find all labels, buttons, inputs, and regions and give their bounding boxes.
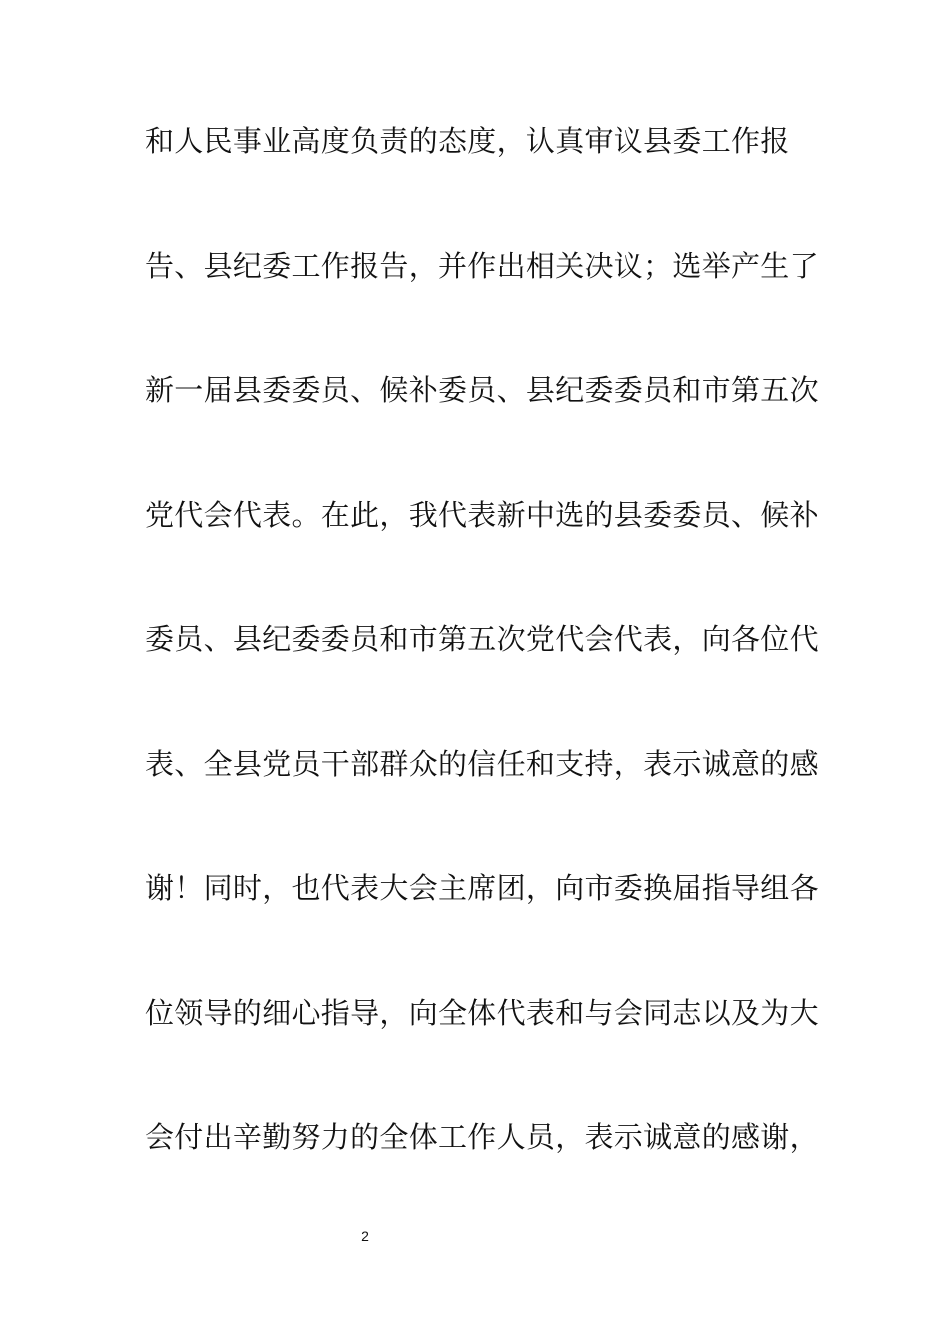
text-line: 和人民事业高度负责的态度，认真审议县委工作报 [145, 124, 790, 158]
text-line: 谢！同时，也代表大会主席团，向市委换届指导组各 [145, 871, 819, 905]
body-text [145, 124, 819, 1247]
text-line: 新一届县委委员、候补委员、县纪委委员和市第五次 [145, 373, 819, 407]
text-line: 委员、县纪委委员和市第五次党代会代表，向各位代 [145, 622, 819, 656]
text-line: 告、县纪委工作报告，并作出相关决议；选举产生了 [145, 248, 819, 283]
text-line: 党代会代表。在此，我代表新中选的县委委员、候补 [145, 497, 819, 532]
page-number: 2 [361, 1228, 369, 1244]
text-line: 位领导的细心指导，向全体代表和与会同志以及为大 [145, 995, 819, 1030]
text-line: 会付出辛勤努力的全体工作人员，表示诚意的感谢， [145, 1120, 819, 1154]
text-line: 表、全县党员干部群众的信任和支持，表示诚意的感 [145, 746, 819, 781]
